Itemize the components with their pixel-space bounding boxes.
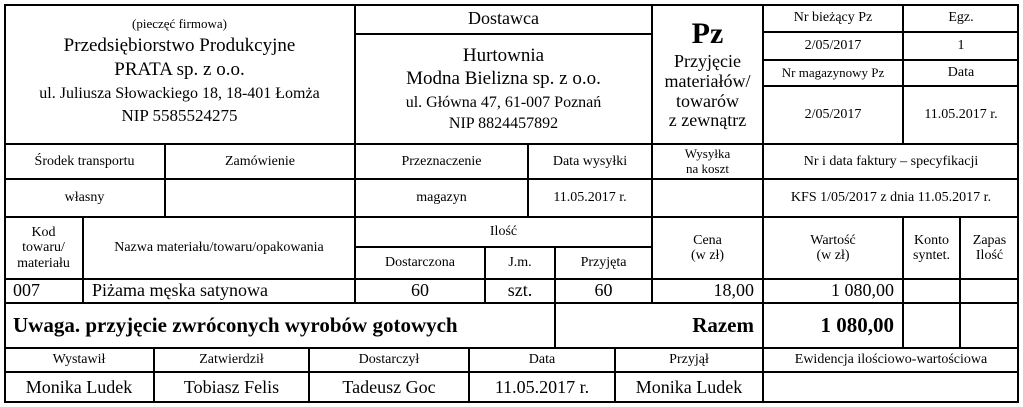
seller-nip: NIP 5585524275 bbox=[121, 105, 238, 125]
total-account bbox=[903, 303, 960, 348]
seller-address: ul. Juliusza Słowackiego 18, 18-401 Łomża bbox=[39, 85, 320, 103]
warehouse-number-label: Nr magazynowy Pz bbox=[763, 60, 903, 86]
supplier-header: Dostawca bbox=[355, 4, 652, 34]
issued-value: Monika Ludek bbox=[4, 372, 154, 403]
received-value: Monika Ludek bbox=[615, 372, 763, 403]
code-header-line3: materiału bbox=[17, 255, 70, 271]
value-header-line1: Wartość bbox=[810, 232, 856, 248]
code-header-line1: Kod bbox=[31, 224, 56, 240]
value-header bbox=[763, 217, 903, 279]
price-header-line2: (w zł) bbox=[690, 248, 725, 263]
shipping-cost-value bbox=[652, 179, 763, 217]
supplier-nip: NIP 8824457892 bbox=[448, 114, 559, 132]
current-number-label: Nr bieżący Pz bbox=[763, 4, 903, 32]
item-stock bbox=[960, 279, 1019, 303]
invoice-value: KFS 1/05/2017 z dnia 11.05.2017 r. bbox=[763, 179, 1019, 217]
copy-label: Egz. bbox=[903, 4, 1019, 32]
signature-date-value: 11.05.2017 r. bbox=[469, 372, 615, 403]
document-code: Pz bbox=[691, 16, 724, 50]
warehouse-number-value: 2/05/2017 bbox=[763, 86, 903, 144]
value-header-line2: (w zł) bbox=[816, 248, 850, 263]
total-label: Razem bbox=[555, 303, 763, 348]
seller-name-line1: Przedsiębiorstwo Produkcyjne bbox=[63, 35, 296, 57]
order-label: Zamówienie bbox=[165, 144, 355, 179]
shipping-cost-label-line2: na koszt bbox=[686, 160, 729, 176]
records-value bbox=[763, 372, 1019, 403]
stock-header bbox=[960, 217, 1019, 279]
stamp-label: (pieczęć firmowa) bbox=[132, 16, 227, 31]
item-unit: szt. bbox=[485, 279, 555, 303]
delivered-by-label: Dostarczył bbox=[309, 348, 469, 372]
code-header-line2: towaru/ bbox=[22, 240, 65, 256]
shipping-cost-label bbox=[652, 144, 763, 179]
purpose-label: Przeznaczenie bbox=[355, 144, 528, 179]
current-number-value: 2/05/2017 bbox=[763, 32, 903, 60]
ship-date-label: Data wysyłki bbox=[528, 144, 652, 179]
transport-means-value: własny bbox=[4, 179, 165, 217]
document-desc-line4: z zewnątrz bbox=[668, 110, 747, 131]
invoice-label: Nr i data faktury – specyfikacji bbox=[763, 144, 1019, 179]
item-accepted: 60 bbox=[555, 279, 652, 303]
stock-header-line2: Ilość bbox=[975, 248, 1004, 263]
supplier-name-line2: Modna Bielizna sp. z o.o. bbox=[406, 68, 601, 90]
account-header bbox=[903, 217, 960, 279]
transport-means-label: Środek transportu bbox=[4, 144, 165, 179]
account-header-line1: Konto bbox=[914, 232, 949, 248]
delivered-header: Dostarczona bbox=[355, 247, 485, 279]
item-value: 1 080,00 bbox=[763, 279, 903, 303]
shipping-cost-label-line1: Wysyłka bbox=[684, 146, 731, 162]
purpose-value: magazyn bbox=[355, 179, 528, 217]
date-value: 11.05.2017 r. bbox=[903, 86, 1019, 144]
signature-date-label: Data bbox=[469, 348, 615, 372]
total-stock bbox=[960, 303, 1019, 348]
ship-date-value: 11.05.2017 r. bbox=[528, 179, 652, 217]
price-header-line1: Cena bbox=[693, 232, 722, 248]
item-name: Piżama męska satynowa bbox=[83, 279, 355, 303]
accepted-header: Przyjęta bbox=[555, 247, 652, 279]
document-desc-line2: materiałów/ bbox=[664, 70, 751, 91]
item-account bbox=[903, 279, 960, 303]
note: Uwaga. przyjęcie zwróconych wyrobów gotowych bbox=[4, 303, 555, 348]
unit-header: J.m. bbox=[485, 247, 555, 279]
approved-label: Zatwierdził bbox=[154, 348, 309, 372]
code-header bbox=[4, 217, 83, 279]
records-label: Ewidencja ilościowo-wartościowa bbox=[763, 348, 1019, 372]
stock-header-line1: Zapas bbox=[972, 232, 1007, 248]
account-header-line2: syntet. bbox=[913, 248, 950, 263]
item-price: 18,00 bbox=[652, 279, 763, 303]
document-type-box bbox=[652, 4, 763, 144]
item-delivered: 60 bbox=[355, 279, 485, 303]
price-header bbox=[652, 217, 763, 279]
approved-value: Tobiasz Felis bbox=[154, 372, 309, 403]
document-desc-line3: towarów bbox=[676, 90, 739, 111]
issued-label: Wystawił bbox=[4, 348, 154, 372]
received-label: Przyjął bbox=[615, 348, 763, 372]
order-value bbox=[165, 179, 355, 217]
name-header: Nazwa materiału/towaru/opakowania bbox=[83, 217, 355, 279]
document-desc-line1: Przyjęcie bbox=[674, 50, 741, 71]
copy-value: 1 bbox=[903, 32, 1019, 60]
date-label: Data bbox=[903, 60, 1019, 86]
supplier-box bbox=[355, 34, 652, 144]
item-code: 007 bbox=[4, 279, 83, 303]
seller-name-line2: PRATA sp. z o.o. bbox=[114, 59, 245, 81]
supplier-name-line1: Hurtownia bbox=[462, 44, 545, 66]
seller-stamp-box bbox=[4, 4, 355, 144]
quantity-header: Ilość bbox=[355, 217, 652, 247]
supplier-address: ul. Główna 47, 61-007 Poznań bbox=[405, 94, 602, 112]
total-value: 1 080,00 bbox=[763, 303, 903, 348]
delivered-by-value: Tadeusz Goc bbox=[309, 372, 469, 403]
